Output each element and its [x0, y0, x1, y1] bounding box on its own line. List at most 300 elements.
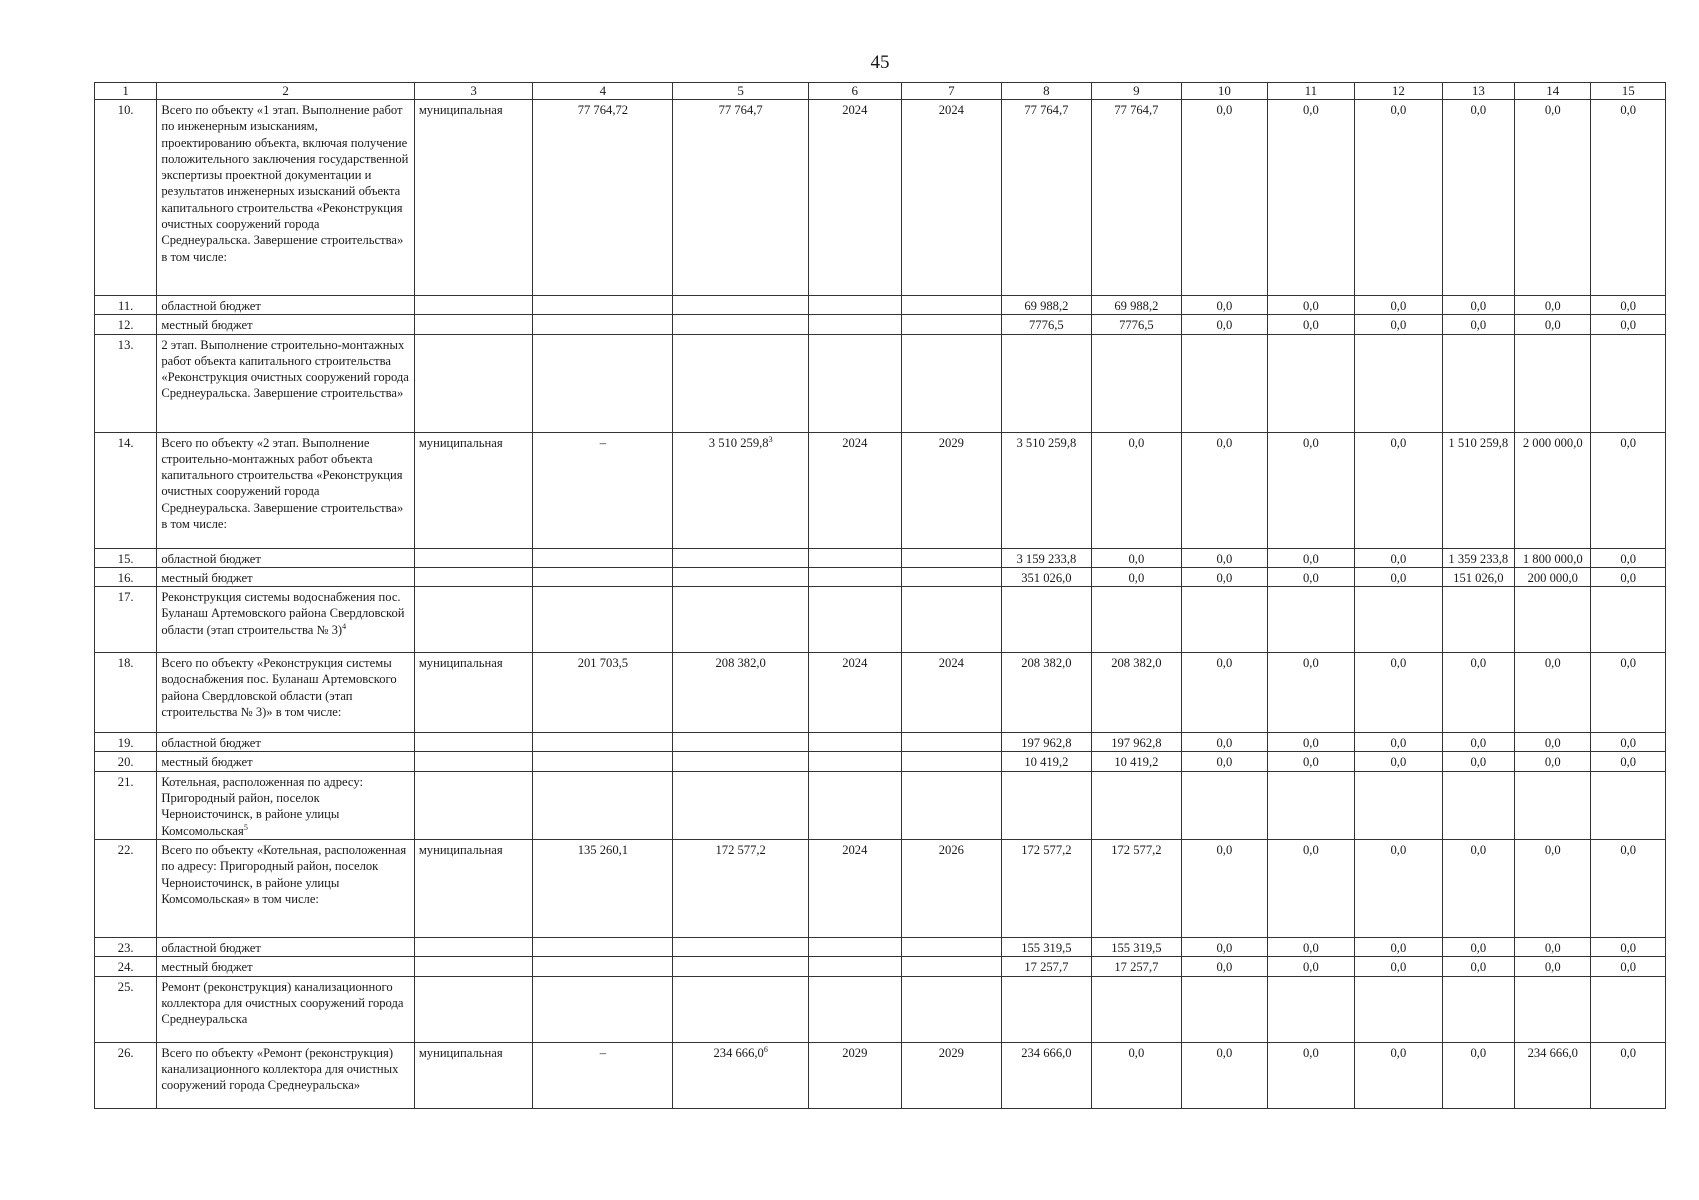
- column-header: 11: [1267, 83, 1355, 100]
- cell-text: муниципальная: [418, 656, 503, 671]
- table-row: [95, 334, 1666, 432]
- value-cell: [901, 567, 1002, 586]
- cell-text: 201 703,5: [577, 656, 629, 671]
- value-cell: [1515, 653, 1591, 733]
- column-header: 7: [901, 83, 1002, 100]
- value-cell: [1002, 752, 1092, 771]
- row-number-cell: [95, 1042, 157, 1108]
- value-cell: [1182, 548, 1267, 567]
- value-cell: [1267, 432, 1355, 548]
- row-number-cell: [95, 100, 157, 296]
- cell-text: 0,0: [1303, 435, 1319, 450]
- value-cell: [1591, 771, 1666, 839]
- column-header: 2: [157, 83, 414, 100]
- value-cell: [1591, 315, 1666, 334]
- value-cell: [1442, 432, 1514, 548]
- cell-text: 0,0: [1303, 318, 1319, 333]
- cell-text: 0,0: [1620, 1045, 1637, 1060]
- cell-text: областной бюджет: [161, 551, 261, 566]
- cell-text: 0,0: [1620, 940, 1637, 955]
- value-cell: [1091, 733, 1182, 752]
- column-header: 9: [1091, 83, 1182, 100]
- value-cell: [1515, 100, 1591, 296]
- ownership-cell: [414, 567, 533, 586]
- cell-text: 0,0: [1470, 940, 1487, 955]
- value-cell: [809, 432, 902, 548]
- value-cell: [901, 752, 1002, 771]
- cell-text: Всего по объекту «1 этап. Выполнение работ по инженерным изысканиям, проектированию объекта, включая получение положительного заключения государственной экспертизы проектной документации и результатов инженерных изысканий объекта капитального строительства «Реконструкция очистных сооружений города Среднеуральска. Завершение строительства» в том числе:: [161, 103, 409, 264]
- cell-text: 13.: [117, 337, 134, 352]
- cell-text: муниципальная: [418, 842, 503, 857]
- value-cell: [673, 771, 809, 839]
- value-cell: [1355, 100, 1443, 296]
- cell-text: 0,0: [1390, 1045, 1407, 1060]
- value-cell: [1267, 1042, 1355, 1108]
- cell-text: местный бюджет: [161, 960, 253, 975]
- cell-text: Всего по объекту «Ремонт (реконструкция) канализационного коллектора для очистных сооружений города Среднеуральска»: [161, 1045, 399, 1093]
- value-cell: [1515, 839, 1591, 937]
- value-cell: [1002, 432, 1092, 548]
- value-cell: [533, 839, 673, 937]
- cell-text: 234 666,0: [1527, 1045, 1578, 1060]
- cell-text: 15.: [117, 551, 134, 566]
- value-cell: [1267, 100, 1355, 296]
- description-cell: [157, 1042, 414, 1108]
- cell-text: 14.: [117, 435, 134, 450]
- value-cell: [1267, 752, 1355, 771]
- cell-text: 172 577,2: [715, 842, 766, 857]
- ownership-cell: [414, 432, 533, 548]
- value-cell: [1267, 957, 1355, 976]
- value-cell: [901, 315, 1002, 334]
- cell-text: 0,0: [1544, 755, 1561, 770]
- value-cell: [533, 296, 673, 315]
- cell-text: 208 382,0: [1021, 656, 1072, 671]
- value-cell: [1267, 548, 1355, 567]
- value-cell: [901, 587, 1002, 653]
- value-cell: [1515, 752, 1591, 771]
- value-cell: [1182, 1042, 1267, 1108]
- value-cell: [809, 937, 902, 956]
- value-cell: [1002, 937, 1092, 956]
- description-cell: [157, 937, 414, 956]
- ownership-cell: [414, 296, 533, 315]
- cell-text: 0,0: [1544, 299, 1561, 313]
- value-cell: [901, 432, 1002, 548]
- cell-text: 2029: [938, 435, 964, 450]
- value-cell: [533, 957, 673, 976]
- cell-text: 0,0: [1544, 842, 1561, 857]
- cell-text: 200 000,0: [1527, 570, 1578, 585]
- value-cell: [1267, 976, 1355, 1042]
- value-cell: [1355, 334, 1443, 432]
- value-cell: [1091, 567, 1182, 586]
- column-number-row: [95, 83, 1666, 100]
- column-header: 13: [1442, 83, 1514, 100]
- value-cell: [533, 567, 673, 586]
- table-row: [95, 1042, 1666, 1108]
- value-cell: [1002, 976, 1092, 1042]
- value-cell: [1002, 733, 1092, 752]
- value-cell: [1002, 334, 1092, 432]
- cell-text: 0,0: [1390, 656, 1407, 671]
- cell-text: 0,0: [1303, 755, 1319, 770]
- value-cell: [1355, 587, 1443, 653]
- value-cell: [901, 653, 1002, 733]
- cell-text: 69 988,2: [1114, 299, 1159, 313]
- value-cell: [809, 315, 902, 334]
- ownership-cell: [414, 771, 533, 839]
- value-cell: [1182, 315, 1267, 334]
- value-cell: [1182, 976, 1267, 1042]
- cell-text: 0,0: [1620, 960, 1637, 975]
- cell-text: 0,0: [1128, 1045, 1145, 1060]
- cell-text: 0,0: [1620, 103, 1637, 117]
- cell-text: 0,0: [1620, 656, 1637, 671]
- value-cell: [533, 334, 673, 432]
- value-cell: [1267, 567, 1355, 586]
- cell-text: 1 510 259,8: [1448, 435, 1509, 450]
- cell-text: 0,0: [1620, 570, 1637, 585]
- cell-text: 25.: [117, 979, 134, 994]
- value-cell: [1442, 937, 1514, 956]
- cell-text: 77 764,7: [718, 103, 763, 117]
- value-cell: [1591, 334, 1666, 432]
- description-cell: [157, 315, 414, 334]
- page-number: 45: [870, 52, 890, 73]
- cell-text: Реконструкция системы водоснабжения пос. Буланаш Артемовского района Свердловской области (этап строительства № 3): [161, 590, 405, 637]
- value-cell: [673, 548, 809, 567]
- value-cell: [673, 567, 809, 586]
- cell-text: 77 764,7: [1024, 103, 1069, 117]
- cell-text: 0,0: [1620, 299, 1637, 313]
- value-cell: [1355, 839, 1443, 937]
- value-cell: [533, 653, 673, 733]
- value-cell: [1442, 567, 1514, 586]
- value-cell: [673, 1042, 809, 1108]
- value-cell: [1442, 733, 1514, 752]
- value-cell: [809, 771, 902, 839]
- value-cell: [1002, 567, 1092, 586]
- value-cell: [809, 653, 902, 733]
- cell-text: 23.: [117, 940, 134, 955]
- cell-text: Всего по объекту «2 этап. Выполнение строительно-монтажных работ объекта капитального строительства «Реконструкция очистных сооружений города Среднеуральска. Завершение строительства» в том числе:: [161, 435, 404, 532]
- ownership-cell: [414, 587, 533, 653]
- cell-text: 12.: [117, 318, 134, 333]
- ownership-cell: [414, 752, 533, 771]
- value-cell: [1442, 315, 1514, 334]
- cell-text: 0,0: [1303, 103, 1319, 117]
- description-cell: [157, 771, 414, 839]
- cell-text: 0,0: [1470, 960, 1487, 975]
- value-cell: [901, 334, 1002, 432]
- cell-text: 172 577,2: [1021, 842, 1072, 857]
- row-number-cell: [95, 733, 157, 752]
- value-cell: [809, 733, 902, 752]
- value-cell: [809, 567, 902, 586]
- value-cell: [1355, 432, 1443, 548]
- value-cell: [533, 587, 673, 653]
- cell-text: 77 764,7: [1114, 103, 1159, 117]
- value-cell: [1442, 334, 1514, 432]
- cell-text: 234 666,0: [713, 1045, 764, 1060]
- value-cell: [1091, 839, 1182, 937]
- row-number-cell: [95, 839, 157, 937]
- value-cell: [1267, 334, 1355, 432]
- cell-text: 2024: [842, 103, 868, 117]
- description-cell: [157, 653, 414, 733]
- row-number-cell: [95, 334, 157, 432]
- value-cell: [533, 733, 673, 752]
- column-header: 15: [1591, 83, 1666, 100]
- value-cell: [809, 548, 902, 567]
- table-row: [95, 587, 1666, 653]
- value-cell: [1267, 733, 1355, 752]
- value-cell: [809, 296, 902, 315]
- value-cell: [1442, 976, 1514, 1042]
- cell-text: 208 382,0: [715, 656, 766, 671]
- value-cell: [1355, 771, 1443, 839]
- value-cell: [1091, 653, 1182, 733]
- cell-text: 0,0: [1216, 551, 1233, 566]
- cell-text: 0,0: [1544, 103, 1561, 117]
- value-cell: [1267, 839, 1355, 937]
- value-cell: [1442, 957, 1514, 976]
- cell-text: 0,0: [1470, 736, 1487, 751]
- row-number-cell: [95, 752, 157, 771]
- value-cell: [1002, 548, 1092, 567]
- ownership-cell: [414, 839, 533, 937]
- value-cell: [1091, 1042, 1182, 1108]
- value-cell: [1515, 432, 1591, 548]
- value-cell: [1591, 839, 1666, 937]
- value-cell: [901, 957, 1002, 976]
- cell-text: 0,0: [1390, 755, 1407, 770]
- cell-text: 0,0: [1390, 551, 1407, 566]
- value-cell: [1002, 653, 1092, 733]
- cell-text: 0,0: [1216, 570, 1233, 585]
- table-row: [95, 733, 1666, 752]
- row-number-cell: [95, 567, 157, 586]
- cell-text: 0,0: [1544, 940, 1561, 955]
- table-row: [95, 315, 1666, 334]
- cell-text: 0,0: [1303, 940, 1319, 955]
- cell-text: 208 382,0: [1111, 656, 1162, 671]
- value-cell: [1591, 752, 1666, 771]
- value-cell: [1355, 937, 1443, 956]
- cell-text: 0,0: [1544, 960, 1561, 975]
- cell-text: 0,0: [1216, 755, 1233, 770]
- value-cell: [533, 100, 673, 296]
- ownership-cell: [414, 315, 533, 334]
- row-number-cell: [95, 315, 157, 334]
- ownership-cell: [414, 548, 533, 567]
- row-number-cell: [95, 771, 157, 839]
- cell-text: 2 этап. Выполнение строительно-монтажных работ объекта капитального строительства «Реконструкция очистных сооружений города Среднеуральска. Завершение строительства»: [161, 337, 409, 401]
- value-cell: [1515, 567, 1591, 586]
- cell-text: муниципальная: [418, 1045, 503, 1060]
- value-cell: [1267, 937, 1355, 956]
- column-header: 12: [1355, 83, 1443, 100]
- row-number-cell: [95, 957, 157, 976]
- cell-text: 0,0: [1390, 570, 1407, 585]
- value-cell: [809, 957, 902, 976]
- value-cell: [1442, 1042, 1514, 1108]
- value-cell: [1355, 315, 1443, 334]
- cell-text: 0,0: [1128, 435, 1145, 450]
- value-cell: [1355, 1042, 1443, 1108]
- value-cell: [1515, 733, 1591, 752]
- cell-text: 11.: [118, 299, 134, 313]
- cell-text: 0,0: [1390, 940, 1407, 955]
- value-cell: [673, 296, 809, 315]
- value-cell: [1515, 771, 1591, 839]
- cell-text: 18.: [117, 656, 134, 671]
- column-header: 10: [1182, 83, 1267, 100]
- cell-text: 0,0: [1470, 318, 1487, 333]
- cell-text: 2 000 000,0: [1522, 435, 1583, 450]
- value-cell: [1091, 100, 1182, 296]
- cell-text: 0,0: [1470, 103, 1487, 117]
- column-header: 5: [673, 83, 809, 100]
- cell-text: 2024: [842, 435, 868, 450]
- table-row: [95, 653, 1666, 733]
- footnote-marker: 4: [342, 621, 347, 631]
- value-cell: [533, 937, 673, 956]
- cell-text: Котельная, расположенная по адресу: Пригородный район, поселок Черноисточинск, в районе улицы Комсомольская: [161, 774, 363, 838]
- value-cell: [901, 296, 1002, 315]
- column-header: 14: [1515, 83, 1591, 100]
- cell-text: 0,0: [1470, 755, 1487, 770]
- description-cell: [157, 957, 414, 976]
- cell-text: 69 988,2: [1024, 299, 1069, 313]
- cell-text: областной бюджет: [161, 940, 261, 955]
- value-cell: [673, 653, 809, 733]
- cell-text: 0,0: [1620, 318, 1637, 333]
- cell-text: 24.: [117, 960, 134, 975]
- cell-text: местный бюджет: [161, 570, 253, 585]
- value-cell: [809, 976, 902, 1042]
- value-cell: [1267, 315, 1355, 334]
- footnote-marker: 5: [243, 822, 248, 832]
- cell-text: 17 257,7: [1114, 960, 1159, 975]
- value-cell: [1442, 296, 1514, 315]
- value-cell: [1591, 937, 1666, 956]
- cell-text: 2024: [842, 842, 868, 857]
- value-cell: [1515, 315, 1591, 334]
- cell-text: 2026: [938, 842, 964, 857]
- cell-text: 172 577,2: [1111, 842, 1162, 857]
- value-cell: [1355, 733, 1443, 752]
- value-cell: [1355, 752, 1443, 771]
- cell-text: 3 159 233,8: [1016, 551, 1077, 566]
- value-cell: [533, 432, 673, 548]
- value-cell: [1442, 771, 1514, 839]
- ownership-cell: [414, 957, 533, 976]
- cell-text: 197 962,8: [1021, 736, 1072, 751]
- value-cell: [1002, 771, 1092, 839]
- description-cell: [157, 587, 414, 653]
- value-cell: [1591, 976, 1666, 1042]
- table-row: [95, 976, 1666, 1042]
- value-cell: [1182, 771, 1267, 839]
- cell-text: 22.: [117, 842, 134, 857]
- cell-text: 0,0: [1303, 736, 1319, 751]
- row-number-cell: [95, 296, 157, 315]
- cell-text: 2029: [842, 1045, 868, 1060]
- value-cell: [673, 752, 809, 771]
- cell-text: 0,0: [1216, 435, 1233, 450]
- value-cell: [1355, 653, 1443, 733]
- ownership-cell: [414, 976, 533, 1042]
- cell-text: 16.: [117, 570, 134, 585]
- cell-text: 0,0: [1216, 940, 1233, 955]
- cell-text: 0,0: [1544, 736, 1561, 751]
- value-cell: [809, 752, 902, 771]
- value-cell: [1442, 839, 1514, 937]
- value-cell: [901, 839, 1002, 937]
- cell-text: 0,0: [1390, 103, 1407, 117]
- value-cell: [1515, 548, 1591, 567]
- cell-text: 0,0: [1544, 656, 1561, 671]
- value-cell: [1091, 752, 1182, 771]
- value-cell: [1515, 937, 1591, 956]
- value-cell: [1355, 548, 1443, 567]
- cell-text: 0,0: [1128, 551, 1145, 566]
- value-cell: [673, 976, 809, 1042]
- cell-text: 0,0: [1390, 842, 1407, 857]
- table-row: [95, 957, 1666, 976]
- table-row: [95, 839, 1666, 937]
- cell-text: 77 764,72: [577, 103, 629, 117]
- value-cell: [1091, 548, 1182, 567]
- ownership-cell: [414, 334, 533, 432]
- cell-text: 3 510 259,8: [1016, 435, 1077, 450]
- cell-text: 2024: [938, 656, 964, 671]
- cell-text: областной бюджет: [161, 299, 261, 313]
- value-cell: [1355, 296, 1443, 315]
- column-header: 1: [95, 83, 157, 100]
- cell-text: 17 257,7: [1024, 960, 1069, 975]
- value-cell: [1591, 548, 1666, 567]
- cell-text: 2024: [938, 103, 964, 117]
- value-cell: [1355, 957, 1443, 976]
- value-cell: [1355, 567, 1443, 586]
- cell-text: 0,0: [1216, 736, 1233, 751]
- ownership-cell: [414, 653, 533, 733]
- value-cell: [809, 839, 902, 937]
- value-cell: [1515, 334, 1591, 432]
- value-cell: [809, 1042, 902, 1108]
- cell-text: 0,0: [1216, 318, 1233, 333]
- cell-text: 197 962,8: [1111, 736, 1162, 751]
- value-cell: [1591, 100, 1666, 296]
- value-cell: [1091, 976, 1182, 1042]
- value-cell: [901, 1042, 1002, 1108]
- description-cell: [157, 334, 414, 432]
- cell-text: 0,0: [1303, 842, 1319, 857]
- cell-text: Ремонт (реконструкция) канализационного коллектора для очистных сооружений города Среднеуральска: [161, 979, 404, 1027]
- value-cell: [1591, 296, 1666, 315]
- value-cell: [673, 733, 809, 752]
- row-number-cell: [95, 432, 157, 548]
- cell-text: 10 419,2: [1024, 755, 1069, 770]
- value-cell: [901, 771, 1002, 839]
- description-cell: [157, 752, 414, 771]
- cell-text: 0,0: [1303, 960, 1319, 975]
- cell-text: 2029: [938, 1045, 964, 1060]
- description-cell: [157, 567, 414, 586]
